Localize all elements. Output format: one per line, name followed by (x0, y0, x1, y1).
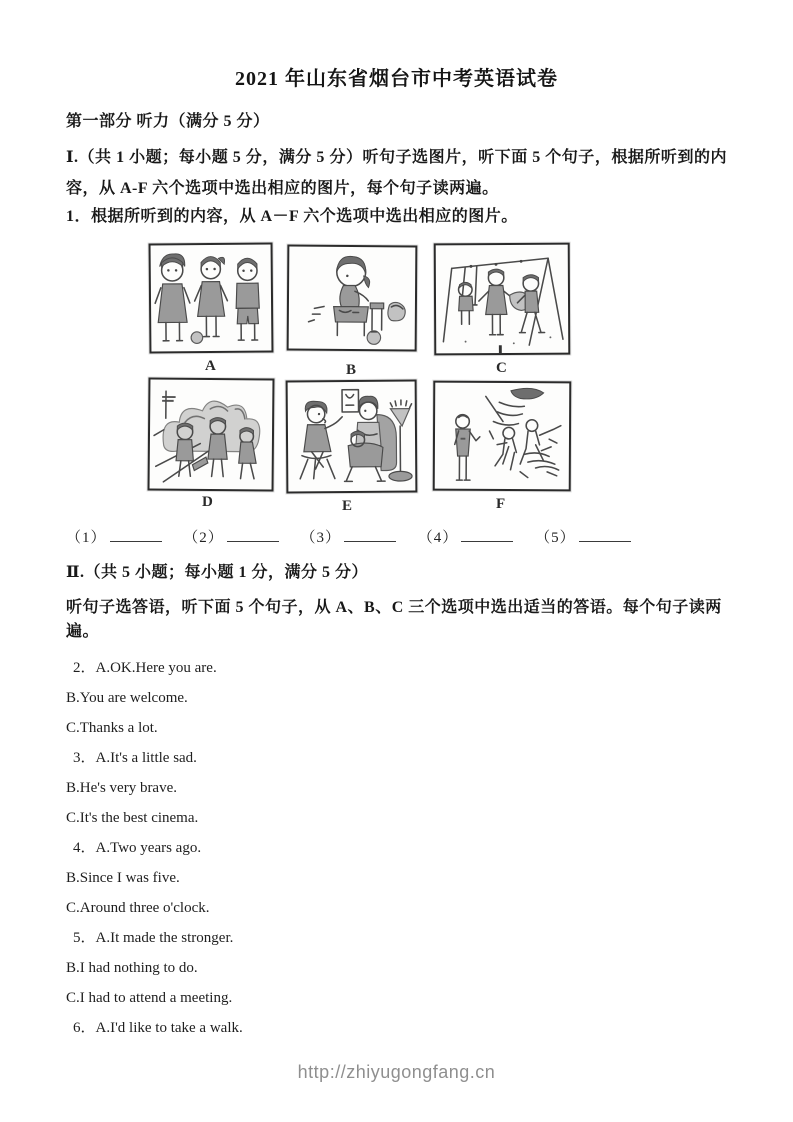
option-q3-a: 3．A.It's a little sad. (73, 750, 197, 766)
option-q2-c: C.Thanks a lot. (66, 720, 158, 736)
picture-label-b: B (346, 362, 357, 378)
listening-options-list (66, 659, 727, 1038)
picture-label-e: E (342, 498, 353, 514)
question1-text: 1．根据所听到的内容，从 A－F 六个选项中选出相应的图片。 (66, 208, 518, 225)
blank-underline-1 (110, 528, 162, 542)
option-q3-b: B.He's very brave. (66, 780, 177, 796)
blank-underline-5 (579, 528, 631, 542)
part1-heading: 第一部分 听力（满分 5 分） (66, 113, 270, 130)
answer-blank-5 (535, 526, 631, 547)
answer-blank-4 (418, 526, 514, 547)
answer-blanks-row (66, 526, 727, 547)
girl-washing-dishes-illustration (289, 247, 416, 350)
picture-option-c (434, 243, 571, 356)
picture-option-b (287, 245, 418, 352)
children-on-swing-set-illustration (436, 245, 569, 354)
blank-underline-4 (461, 528, 513, 542)
blank-underline-2 (227, 528, 279, 542)
picture-option-f (433, 381, 572, 492)
page-title: 2021 年山东省烟台市中考英语试卷 (235, 68, 558, 90)
answer-blank-1 (66, 526, 162, 547)
option-q2-b: B.You are welcome. (66, 690, 188, 706)
man-watching-children-play-illustration (435, 383, 570, 490)
picture-option-a (149, 242, 274, 353)
family-talking-living-room-illustration (288, 382, 416, 492)
section2-heading: Ⅱ.（共 5 小题；每小题 1 分，满分 5 分） (66, 564, 368, 581)
option-q5-a: 5．A.It made the stronger. (73, 930, 234, 946)
blank-underline-3 (344, 528, 396, 542)
picture-option-e (286, 380, 418, 494)
picture-label-c: C (496, 360, 507, 376)
option-q3-c: C.It's the best cinema. (66, 810, 199, 826)
picture-label-d: D (202, 494, 213, 510)
answer-blank-3 (301, 526, 397, 547)
picture-label-f: F (496, 496, 506, 512)
section1-instructions: Ⅰ.（共 1 小题；每小题 5 分，满分 5 分）听句子选图片，听下面 5 个句子，根据所听到的内容，从 A-F 六个选项中选出相应的图片，每个句子读两遍。 (66, 149, 727, 197)
picture-options-grid (66, 236, 727, 516)
option-q6-a: 6．A.I'd like to take a walk. (73, 1020, 243, 1036)
children-hiking-outdoors-illustration (150, 379, 273, 489)
three-children-standing-illustration (151, 244, 272, 351)
picture-label-a: A (205, 358, 216, 374)
option-q2-a: 2．A.OK.Here you are. (73, 660, 217, 676)
section2-instructions: 听句子选答语，听下面 5 个句子，从 A、B、C 三个选项中选出适当的答语。每个句子读两遍。 (66, 599, 722, 640)
option-q4-b: B.Since I was five. (66, 870, 180, 886)
blank-number-3: （3） (300, 530, 342, 546)
option-q5-c: C.I had to attend a meeting. (66, 990, 233, 1006)
option-q4-a: 4．A.Two years ago. (73, 840, 202, 856)
blank-number-1: （1） (66, 530, 107, 546)
blank-number-4: （4） (417, 530, 459, 546)
blank-number-2: （2） (183, 530, 224, 546)
picture-option-d (148, 377, 275, 491)
answer-blank-2 (183, 526, 279, 547)
watermark-url: http://zhiyugongfang.cn (297, 1062, 496, 1082)
option-q5-b: B.I had nothing to do. (66, 960, 198, 976)
blank-number-5: （5） (535, 530, 576, 546)
option-q4-c: C.Around three o'clock. (66, 900, 210, 916)
